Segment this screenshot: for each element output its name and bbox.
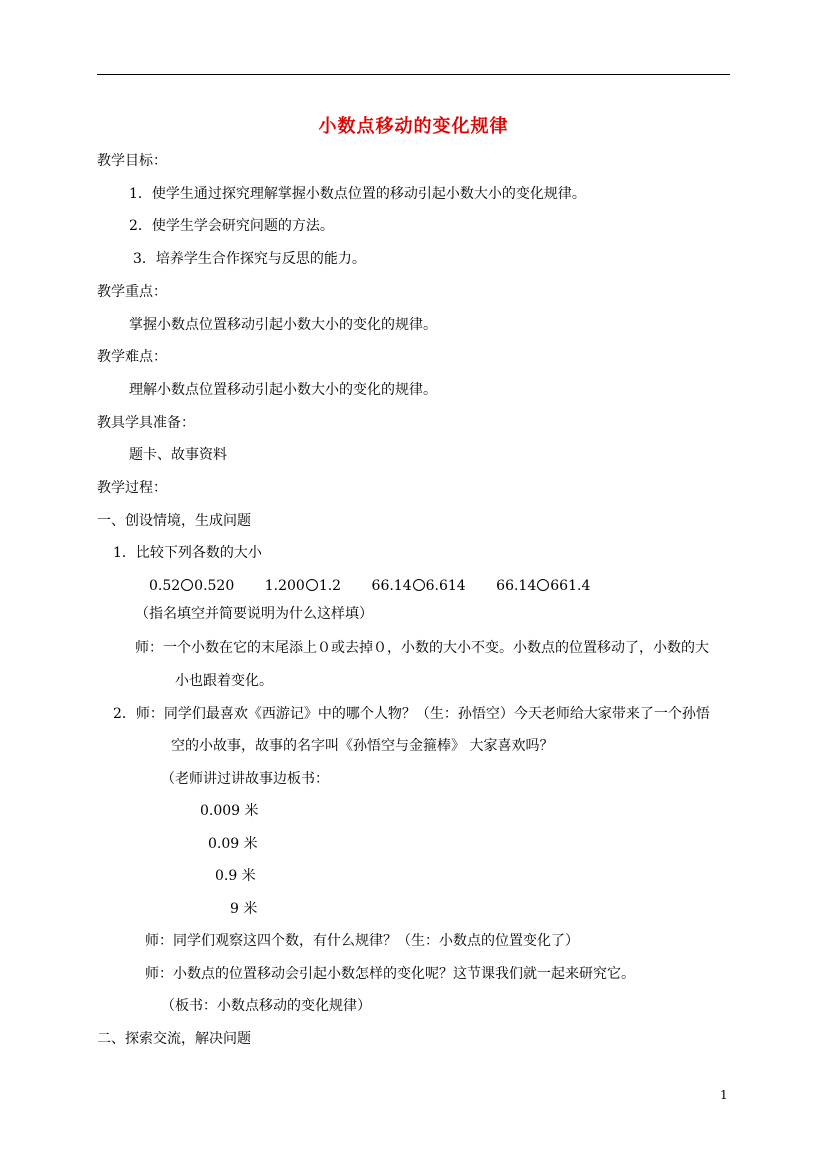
item-1-note: （指名填空并简要说明为什么这样填） bbox=[135, 606, 373, 622]
section-1-heading: 一、创设情境，生成问题 bbox=[97, 513, 251, 529]
key-text: 掌握小数点位置移动引起小数大小的变化的规律。 bbox=[129, 317, 437, 333]
teacher-remark-1-line-2: 小也跟着变化。 bbox=[175, 673, 273, 689]
page-title: 小数点移动的变化规律 bbox=[318, 116, 509, 137]
comparison-left: 66.14 bbox=[496, 578, 537, 594]
comparison-left: 0.52 bbox=[149, 578, 181, 594]
length-value-4: 9 米 bbox=[230, 901, 258, 917]
comparison-right: 6.614 bbox=[425, 578, 466, 594]
blank-circle-icon bbox=[413, 579, 425, 591]
process-heading: 教学过程： bbox=[97, 480, 167, 496]
key-heading: 教学重点： bbox=[97, 284, 167, 300]
blank-circle-icon bbox=[181, 579, 193, 591]
comparison-right: 1.2 bbox=[318, 578, 342, 594]
length-value-3: 0.9 米 bbox=[215, 868, 256, 884]
section-2-heading: 二、探索交流，解决问题 bbox=[97, 1031, 251, 1047]
comparison-4 bbox=[496, 576, 590, 596]
tools-heading: 教具学具准备： bbox=[97, 415, 195, 431]
page-number: 1 bbox=[720, 1088, 728, 1102]
comparison-left: 66.14 bbox=[371, 578, 412, 594]
board-note: （板书：小数点移动的变化规律） bbox=[161, 998, 371, 1014]
comparison-2 bbox=[265, 576, 341, 596]
tools-text: 题卡、故事资料 bbox=[129, 447, 227, 463]
difficulty-heading: 教学难点： bbox=[97, 349, 167, 365]
teacher-remark-2: 师：同学们观察这四个数，有什么规律？（生：小数点的位置变化了） bbox=[145, 933, 579, 949]
goal-item-1: 1．使学生通过探究理解掌握小数点位置的移动引起小数大小的变化规律。 bbox=[129, 186, 586, 202]
blank-circle-icon bbox=[537, 579, 549, 591]
goal-item-3: 3．培养学生合作探究与反思的能力。 bbox=[133, 251, 366, 267]
goal-item-2: 2．使学生学会研究问题的方法。 bbox=[129, 218, 334, 234]
comparison-right: 661.4 bbox=[550, 578, 591, 594]
length-value-1: 0.009 米 bbox=[200, 803, 259, 819]
comparison-right: 0.520 bbox=[194, 578, 235, 594]
difficulty-text: 理解小数点位置移动引起小数大小的变化的规律。 bbox=[129, 382, 437, 398]
teacher-remark-3: 师：小数点的位置移动会引起小数怎样的变化呢？这节课我们就一起来研究它。 bbox=[145, 966, 635, 982]
item-2-line-2: 空的小故事，故事的名字叫《孙悟空与金箍棒》 大家喜欢吗？ bbox=[171, 738, 554, 754]
teacher-remark-1-line-1: 师：一个小数在它的末尾添上０或去掉０，小数的大小不变。小数点的位置移动了，小数的大 bbox=[135, 640, 709, 656]
comparison-1 bbox=[149, 576, 234, 596]
story-note: （老师讲过讲故事边板书： bbox=[161, 771, 329, 787]
comparison-row bbox=[149, 576, 616, 596]
length-value-2: 0.09 米 bbox=[208, 836, 258, 852]
comparison-3 bbox=[372, 576, 466, 596]
comparison-left: 1.200 bbox=[264, 578, 305, 594]
goals-heading: 教学目标： bbox=[97, 153, 167, 169]
blank-circle-icon bbox=[306, 579, 318, 591]
item-1: 1．比较下列各数的大小 bbox=[113, 545, 262, 561]
item-2-line-1: 2．师：同学们最喜欢《西游记》中的哪个人物？（生：孙悟空）今天老师给大家带来了一个孙悟 bbox=[113, 706, 710, 722]
header-rule bbox=[97, 74, 730, 75]
